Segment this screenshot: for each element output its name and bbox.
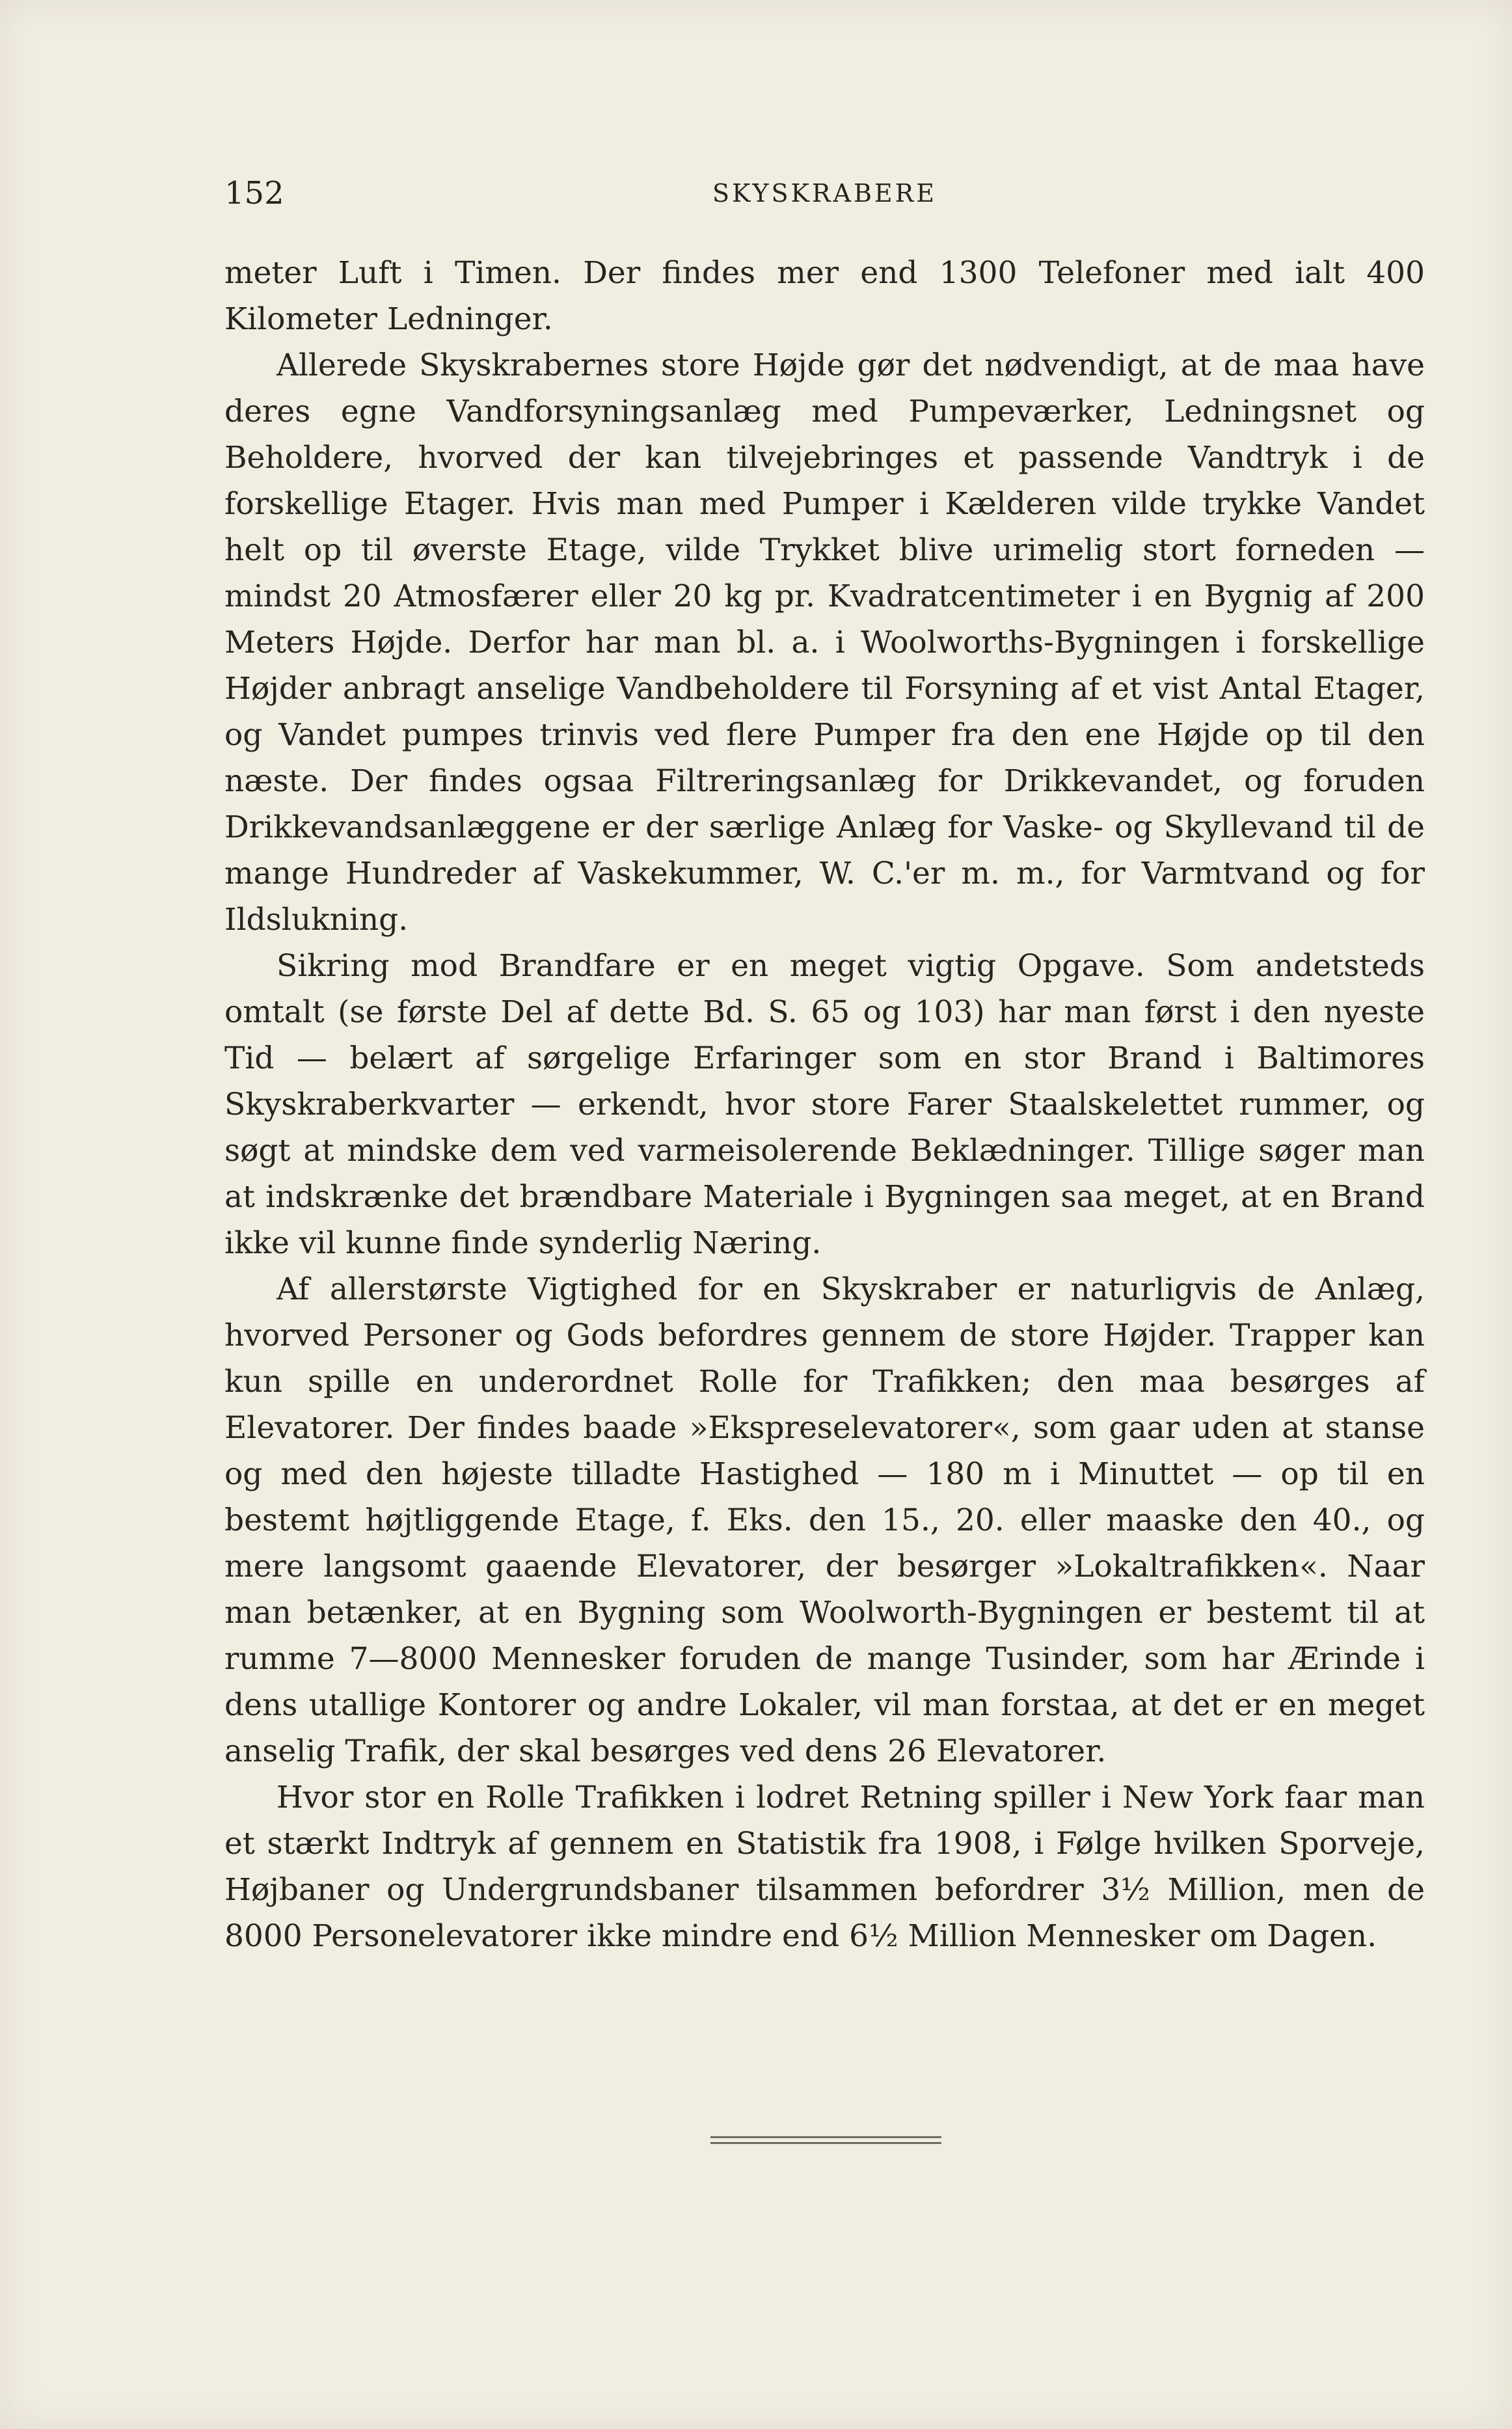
paragraph-water-supply: Allerede Skyskrabernes store Højde gør det nødvendigt, at de maa have deres egne Vandforsyningsanlæg med Pumpeværker, Ledningsnet og Beholdere, hvorved der kan tilvejebringes et passende Vandtryk i de forskellige Etager. Hvis man med Pumper i Kælderen vilde trykke Vandet helt op til øverste Etage, vilde Trykket blive urimelig stort forneden — mindst 20 Atmosfærer eller 20 kg pr. Kvadratcentimeter i en Bygnig af 200 Meters Højde. Derfor har man bl. a. i Woolworths-Bygningen i forskellige Højder anbragt anselige Vandbeholdere til Forsyning af et vist Antal Etager, og Vandet pumpes trinvis ved flere Pumper fra den ene Højde op til den næste. Der findes ogsaa Filtreringsanlæg for Drikkevandet, og foruden Drikkevandsanlæggene er der særlige Anlæg for Vaske- og Skyllevand til de mange Hundreder af Vaskekummer, W. C.'er m. m., for Varmtvand og for Ildslukning. <box>224 347 1425 938</box>
paragraph-fire-safety: Sikring mod Brandfare er en meget vigtig Opgave. Som andetsteds omtalt (se første Del af dette Bd. S. 65 og 103) har man først i den nyeste Tid — belært af sørgelige Erfaringer som en stor Brand i Baltimores Skyskraberkvarter — erkendt, hvor store Farer Staalskelettet rummer, og søgt at mindske dem ved varmeisolerende Beklædninger. Tillige søger man at indskrænke det brændbare Materiale i Bygningen saa meget, at en Brand ikke vil kunne finde synderlig Næring. <box>224 948 1425 1261</box>
paragraph-continuation: meter Luft i Timen. Der findes mer end 1300 Telefoner med ialt 400 Kilometer Ledninger. <box>224 255 1425 337</box>
paragraph-elevators: Af allerstørste Vigtighed for en Skyskraber er naturligvis de Anlæg, hvorved Personer og Gods befordres gennem de store Højder. Trapper kan kun spille en underordnet Rolle for Trafikken; den maa besørges af Elevatorer. Der findes baade »Ekspreselevatorer«, som gaar uden at stanse og med den højeste tilladte Hastighed — 180 m i Minuttet — op til en bestemt højtliggende Etage, f. Eks. den 15., 20. eller maaske den 40., og mere langsomt gaaende Elevatorer, der besørger »Lokaltrafikken«. Naar man betænker, at en Bygning som Woolworth-Bygningen er bestemt til at rumme 7—8000 Mennesker foruden de mange Tusinder, som har Ærinde i dens utallige Kontorer og andre Lokaler, vil man forstaa, at det er en meget anselig Trafik, der skal besørges ved dens 26 Elevatorer. <box>224 1271 1425 1769</box>
paragraph-vertical-traffic: Hvor stor en Rolle Trafikken i lodret Retning spiller i New York faar man et stærkt Indtryk af gennem en Statistik fra 1908, i Følge hvilken Sporveje, Højbaner og Undergrundsbaner tilsammen befordrer 3½ Million, men de 8000 Personelevatorer ikke mindre end 6½ Million Mennesker om Dagen. <box>224 1780 1425 1954</box>
rule-line <box>710 2142 941 2144</box>
page-number: 152 <box>224 175 284 211</box>
body-text <box>224 250 1425 1959</box>
running-head <box>224 170 1425 216</box>
running-title: SKYSKRABERE <box>712 179 937 208</box>
section-end-rule <box>710 2136 941 2148</box>
rule-line <box>710 2136 941 2138</box>
